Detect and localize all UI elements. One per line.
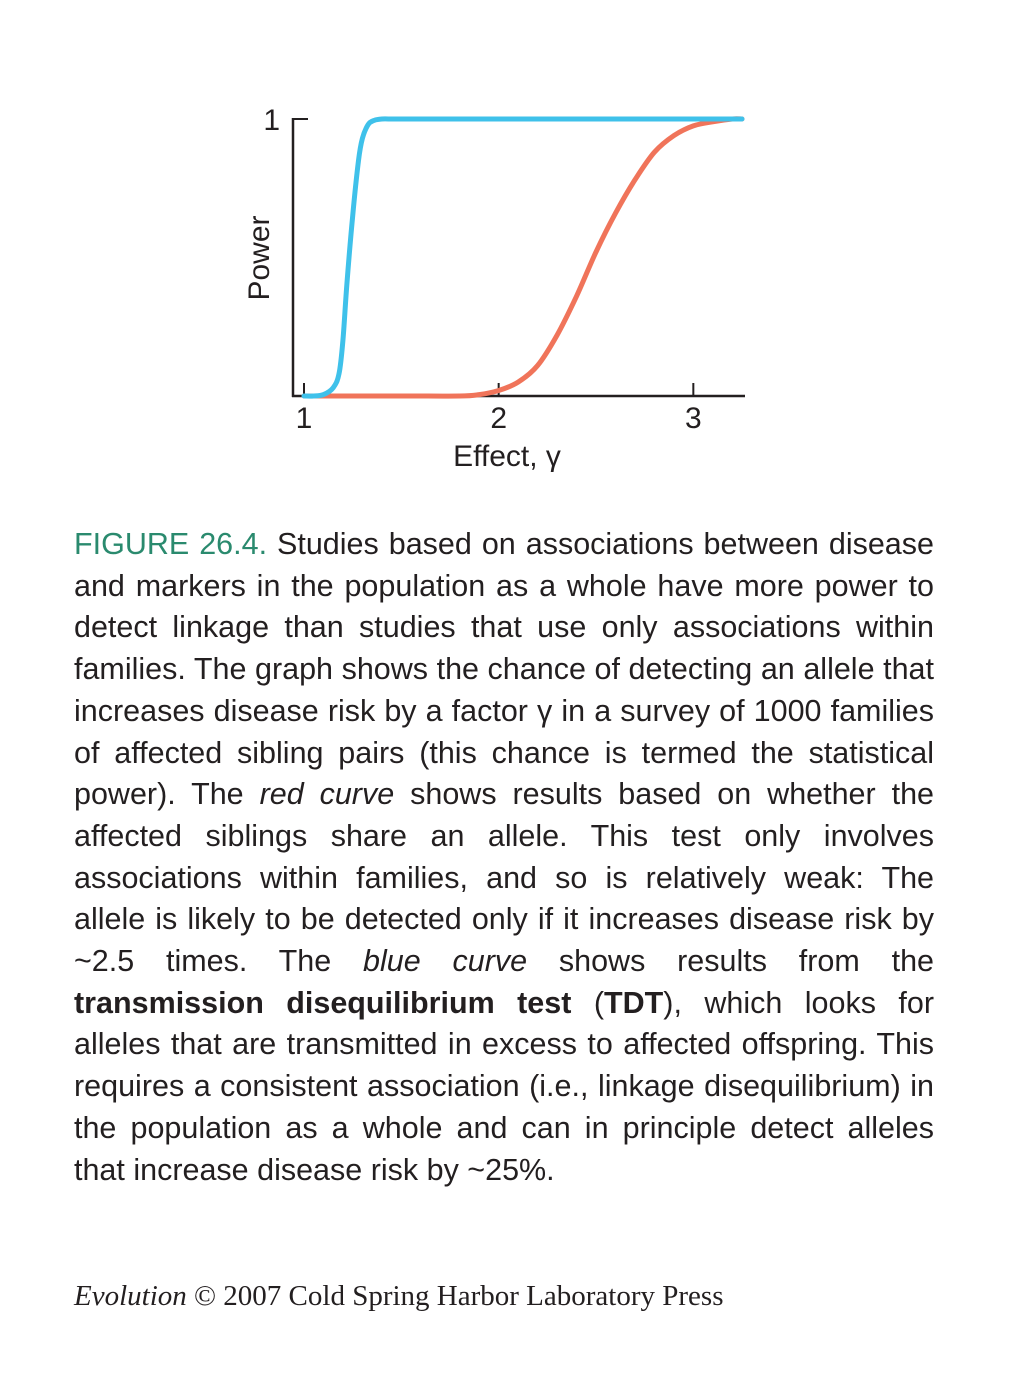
series-line-blue: [304, 119, 742, 396]
x-axis-label: Effect, γ: [453, 440, 561, 473]
x-tick-label-2: 2: [490, 402, 508, 435]
caption-text-4: (: [571, 985, 604, 1020]
y-axis-label: Power: [243, 215, 276, 301]
book-title: Evolution: [74, 1280, 187, 1312]
figure-caption: [74, 524, 934, 1191]
caption-blue-curve: blue curve: [363, 944, 528, 979]
power-chart: [0, 0, 1014, 500]
caption-text-3: shows results from the: [527, 944, 934, 979]
caption-text-5: ), which looks for alleles that are transmitted in excess to affected offspring. This requires a consistent association (i.e., linkage disequilibrium) in the population as a whole and can in principle detect alleles that increase disease risk by ~25%.: [74, 985, 934, 1187]
copyright-line: [74, 1280, 723, 1313]
caption-text-2: shows results based on whether the affected siblings share an allele. This test only involves associations within families, and so is relatively weak: The allele is likely to be detected only if it increases disease risk by ~2.5 times. The: [74, 777, 935, 979]
x-tick-label-3: 3: [684, 402, 702, 435]
series-group: [304, 119, 742, 396]
figure-label: FIGURE 26.4.: [74, 527, 268, 561]
caption-tdt-abbr: TDT: [603, 985, 664, 1020]
caption-red-curve: red curve: [259, 777, 395, 812]
caption-text-1: Studies based on associations between disease and markers in the population as a whole have more power to detect linkage than studies that use only associations within families. The graph shows the chance of detecting an allele that increases disease risk by a factor γ in a survey of 1000 families of affected sibling pairs (this chance is termed the statistical power). The: [74, 527, 934, 812]
x-tick-label-1: 1: [295, 402, 313, 435]
copyright-text: © 2007 Cold Spring Harbor Laboratory Press: [186, 1280, 724, 1312]
series-line-red: [304, 119, 742, 396]
caption-tdt-term: transmission disequilibrium test: [74, 985, 572, 1020]
y-tick-label-1: 1: [263, 104, 280, 137]
